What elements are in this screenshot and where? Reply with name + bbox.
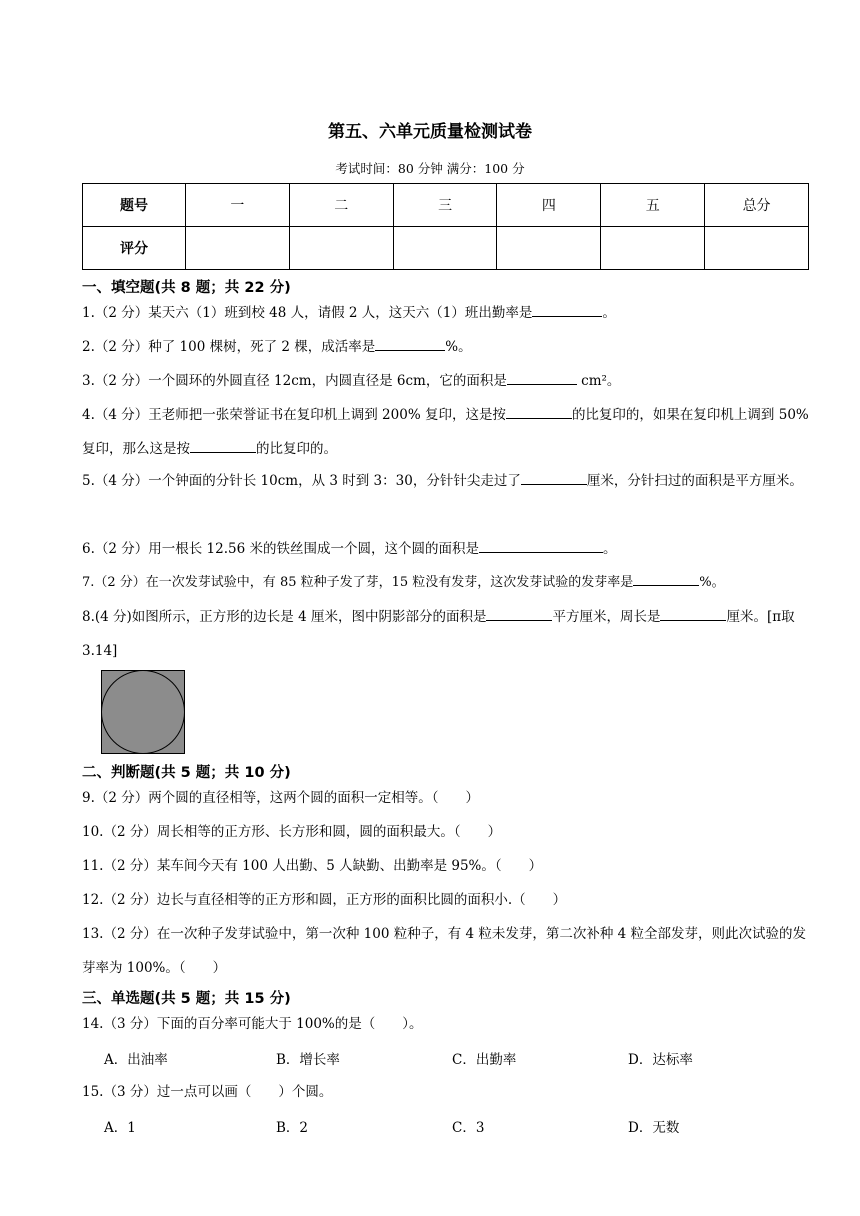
- answer-blank[interactable]: [506, 404, 572, 419]
- section-heading-1: 一、填空题(共 8 题；共 22 分): [82, 280, 291, 296]
- score-col-2: 二: [289, 184, 393, 227]
- answer-blank[interactable]: [190, 438, 256, 453]
- score-cell[interactable]: [497, 227, 601, 270]
- score-col-4: 四: [497, 184, 601, 227]
- question-13: 13.（2 分）在一次种子发芽试验中，第一次种 100 粒种子，有 4 粒未发芽，第二次补种 4 粒全部发芽，则此次试验的发芽率为 100%。（ ）: [82, 926, 807, 976]
- option-b[interactable]: B．2: [276, 1120, 309, 1136]
- option-a[interactable]: A．1: [104, 1120, 136, 1136]
- option-d[interactable]: D．达标率: [628, 1052, 693, 1068]
- answer-blank[interactable]: [375, 336, 445, 351]
- option-d[interactable]: D．无数: [628, 1120, 680, 1136]
- score-row-label: 评分: [83, 227, 186, 270]
- question-1: 1.（2 分）某天六（1）班到校 48 人，请假 2 人，这天六（1）班出勤率是 。: [82, 296, 812, 330]
- question-10: 10.（2 分）周长相等的正方形、长方形和圆，圆的面积最大。（ ）: [82, 824, 502, 840]
- question-3: 3.（2 分）一个圆环的外圆直径 12cm，内圆直径是 6cm，它的面积是 cm²。: [82, 364, 812, 398]
- score-cell[interactable]: [705, 227, 809, 270]
- answer-blank[interactable]: [479, 538, 603, 553]
- option-a[interactable]: A．出油率: [104, 1052, 168, 1068]
- exam-title: 第五、六单元质量检测试卷: [328, 122, 532, 142]
- question-4: 4.（4 分）王老师把一张荣誉证书在复印机上调到 200% 复印，这是按 的比复印的，如果在复印机上调到 50%复印，那么这是按 的比复印的。: [82, 398, 812, 466]
- question-12: 12.（2 分）边长与直径相等的正方形和圆，正方形的面积比圆的面积小.（ ）: [82, 892, 567, 908]
- question-11: 11.（2 分）某车间今天有 100 人出勤、5 人缺勤、出勤率是 95%。（ ）: [82, 858, 543, 874]
- answer-blank[interactable]: [507, 370, 577, 385]
- answer-blank[interactable]: [633, 571, 699, 586]
- score-col-1: 一: [186, 184, 290, 227]
- score-cell[interactable]: [289, 227, 393, 270]
- score-col-5: 五: [601, 184, 705, 227]
- score-cell[interactable]: [393, 227, 497, 270]
- inscribed-circle: [102, 671, 185, 754]
- section-heading-3: 三、单选题(共 5 题；共 15 分): [82, 991, 291, 1007]
- score-header-row: [83, 184, 809, 227]
- answer-blank[interactable]: [521, 470, 587, 485]
- score-cell[interactable]: [601, 227, 705, 270]
- section-heading-2: 二、判断题(共 5 题；共 10 分): [82, 765, 291, 781]
- score-col-3: 三: [393, 184, 497, 227]
- score-value-row: [83, 227, 809, 270]
- answer-blank[interactable]: [660, 606, 726, 621]
- score-cell[interactable]: [186, 227, 290, 270]
- question-2: 2.（2 分）种了 100 棵树，死了 2 棵，成活率是 %。: [82, 330, 812, 364]
- score-col-total: 总分: [705, 184, 809, 227]
- square-circle-figure: [101, 670, 185, 754]
- exam-subtitle: 考试时间：80 分钟 满分：100 分: [335, 161, 525, 176]
- question-5: 5.（4 分）一个钟面的分针长 10cm，从 3 时到 3：30，分针针尖走过了 厘米，分针扫过的面积是平方厘米。: [82, 464, 812, 498]
- score-col-label: 题号: [83, 184, 186, 227]
- answer-blank[interactable]: [532, 302, 602, 317]
- question-7: 7.（2 分）在一次发芽试验中，有 85 粒种子发了芽，15 粒没有发芽，这次发芽试验的发芽率是 %。: [82, 566, 812, 600]
- option-c[interactable]: C．3: [452, 1120, 485, 1136]
- option-b[interactable]: B．增长率: [276, 1052, 340, 1068]
- question-8: 8.(4 分)如图所示，正方形的边长是 4 厘米，图中阴影部分的面积是 平方厘米，周长是 厘米。[π取 3.14]: [82, 600, 812, 668]
- question-6: 6.（2 分）用一根长 12.56 米的铁丝围成一个圆，这个圆的面积是 。: [82, 532, 812, 566]
- answer-blank[interactable]: [486, 606, 552, 621]
- question-14: 14.（3 分）下面的百分率可能大于 100%的是（ ）。: [82, 1016, 423, 1032]
- score-table: [82, 183, 809, 270]
- option-c[interactable]: C．出勤率: [452, 1052, 517, 1068]
- question-15: 15.（3 分）过一点可以画（ ）个圆。: [82, 1084, 333, 1100]
- question-9: 9.（2 分）两个圆的直径相等，这两个圆的面积一定相等。（ ）: [82, 790, 480, 806]
